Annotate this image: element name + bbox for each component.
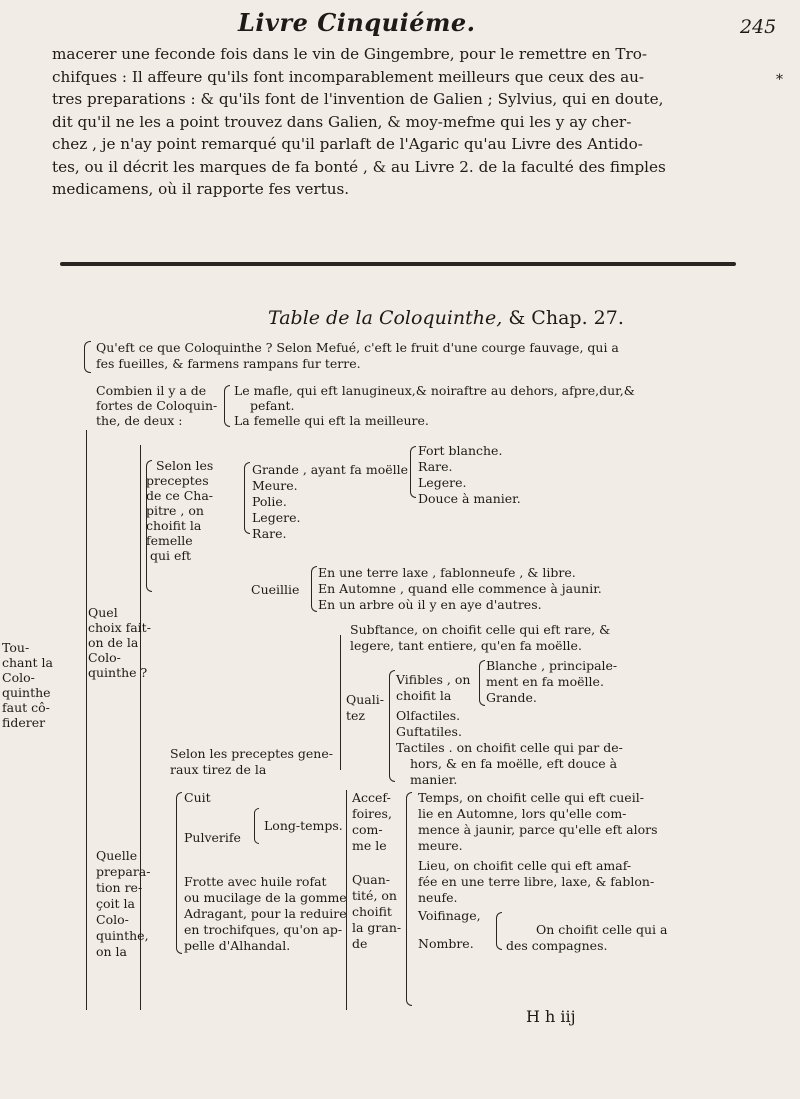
selon-generaux: raux tirez de la: [170, 762, 267, 777]
temps-line: lie en Automne, lors qu'elle com-: [418, 806, 627, 821]
quelle-prep: Colo-: [96, 912, 129, 927]
brace: [244, 462, 250, 534]
moelle-item: Legere.: [418, 475, 467, 490]
qualitez-item: hors, & en fa moëlle, eft douce à: [410, 756, 618, 771]
temps-line: mence à jaunir, parce qu'elle eft alors: [418, 822, 658, 837]
brace: [496, 912, 502, 950]
grande-item: Polie.: [252, 494, 287, 509]
pulverise-label: Pulverife: [184, 830, 241, 845]
lieu-line: fée en une terre libre, laxe, & fablon-: [418, 874, 655, 889]
running-head-title: Livre Cinquiéme.: [238, 8, 476, 37]
brace: [84, 341, 91, 373]
side-label: Colo-: [2, 670, 35, 685]
quantite-label: de: [352, 936, 368, 951]
moelle-item: Douce à manier.: [418, 491, 521, 506]
temps-line: meure.: [418, 838, 463, 853]
selon-preceptes: femelle: [146, 533, 193, 548]
moelle-item: Rare.: [418, 459, 453, 474]
selon-preceptes: Selon les: [156, 458, 214, 473]
table-rule: [86, 430, 87, 1010]
long-temps: Long-temps.: [264, 818, 343, 833]
substance-line: legere, tant entiere, qu'en fa moëlle.: [350, 638, 582, 653]
side-label: quinthe: [2, 685, 51, 700]
quel-choix: Colo-: [88, 650, 121, 665]
signature-mark: H h iij: [526, 1007, 576, 1026]
brace: [254, 808, 259, 844]
brace: [311, 566, 317, 612]
intro-line: tres preparations : & qu'ils font de l'invention de Galien ; Sylvius, qui en doute,: [52, 90, 664, 108]
frotte-line: Adragant, pour la reduire: [184, 906, 347, 921]
intro-line: dit qu'il ne les a point trouvez dans Galien, & moy-mefme qui les y ay cher-: [52, 112, 632, 131]
cuit-label: Cuit: [184, 790, 211, 805]
qualitez-item: Tactiles . on choifit celle qui par de-: [396, 740, 623, 755]
intro-line: chez , je n'ay point remarqué qu'il parlaft de l'Agaric qu'au Livre des Antido-: [52, 135, 643, 153]
frotte-line: ou mucilage de la gomme: [184, 890, 347, 905]
selon-generaux: Selon les preceptes gene-: [170, 746, 333, 761]
frotte-line: en trochifques, qu'on ap-: [184, 922, 343, 937]
intro-line: chifques : Il affeure qu'ils font incomparablement meilleurs que ceux des au-: [52, 67, 645, 86]
quantite-label: Quan-: [352, 872, 391, 887]
brace: [224, 385, 230, 427]
q2-left: Combien il y a de: [96, 383, 207, 398]
cueillie-label: Cueillie: [251, 582, 300, 597]
q2-right: pefant.: [250, 398, 295, 413]
selon-preceptes: pitre , on: [146, 503, 204, 518]
blanche-line: Blanche , principale-: [486, 658, 618, 673]
accessoires-label: com-: [352, 822, 383, 837]
side-label: chant la: [2, 655, 54, 670]
compagnes-line: On choifit celle qui a: [536, 922, 668, 937]
brace: [406, 792, 412, 1006]
table-rule: [140, 445, 141, 1010]
table-title-chapter: & Chap. 27.: [508, 307, 624, 329]
qualitez-label: tez: [346, 708, 366, 723]
intro-paragraph: [52, 43, 752, 201]
brace: [410, 446, 416, 498]
temps-line: Temps, on choifit celle qui eft cueil-: [418, 790, 644, 805]
qualitez-item: manier.: [410, 772, 458, 787]
side-label: Tou-: [2, 640, 30, 655]
lieu-line: neufe.: [418, 890, 458, 905]
intro-line: macerer une feconde fois dans le vin de Gingembre, pour le remettre en Tro-: [52, 45, 648, 63]
intro-line: tes, ou il décrit les marques de fa bonté , & au Livre 2. de la faculté des fimples: [52, 157, 666, 176]
side-label: faut cô-: [2, 700, 50, 715]
quantite-label: tité, on: [352, 888, 397, 903]
table-title-italic: Table de la Coloquinthe,: [268, 307, 503, 329]
visibles-line: choifit la: [396, 688, 452, 703]
quel-choix: choix fait-: [88, 620, 151, 635]
intro-line: medicamens, où il rapporte fes vertus.: [52, 180, 350, 198]
grande-item: Rare.: [252, 526, 287, 541]
blanche-line: Grande.: [486, 690, 537, 705]
grande-item: Meure.: [252, 478, 298, 493]
q2-right: Le mafle, qui eft lanugineux,& noiraftre au dehors, afpre,dur,&: [234, 383, 635, 398]
quelle-prep: çoit la: [96, 896, 135, 911]
accessoires-label: Accef-: [352, 790, 391, 805]
blanche-line: ment en fa moëlle.: [486, 674, 604, 689]
brace: [389, 670, 395, 782]
q1-line: Qu'eft ce que Coloquinthe ? Selon Mefué, c'eft le fruit d'une courge fauvage, qui a: [96, 340, 619, 355]
brace: [176, 792, 182, 954]
voisinage-label: Voifinage,: [418, 908, 481, 923]
compagnes-line: des compagnes.: [506, 938, 608, 953]
ornamental-rule: [60, 262, 736, 266]
visibles-line: Vifibles , on: [396, 672, 471, 687]
cueillie-item: En Automne , quand elle commence à jaunir.: [318, 581, 602, 596]
q2-left: the, de deux :: [96, 413, 183, 428]
quel-choix: quinthe ?: [88, 665, 148, 680]
quelle-prep: quinthe,: [96, 928, 149, 943]
nombre-label: Nombre.: [418, 936, 474, 951]
table-title: [268, 307, 624, 329]
accessoires-label: foires,: [352, 806, 392, 821]
side-label: fiderer: [2, 715, 46, 730]
q2-left: fortes de Coloquin-: [96, 398, 218, 413]
grande-item: Legere.: [252, 510, 301, 525]
moelle-item: Fort blanche.: [418, 443, 503, 458]
q2-right: La femelle qui eft la meilleure.: [234, 413, 429, 428]
grande-item: Grande , ayant fa moëlle: [252, 462, 409, 477]
q1-line: fes fueilles, & farmens rampans fur terre.: [96, 356, 361, 371]
qualitez-item: Guftatiles.: [396, 724, 462, 739]
accessoires-label: me le: [352, 838, 387, 853]
page-number: 245: [740, 16, 777, 38]
quelle-prep: on la: [96, 944, 127, 959]
lieu-line: Lieu, on choifit celle qui eft amaf-: [418, 858, 632, 873]
selon-preceptes: de ce Cha-: [146, 488, 214, 503]
qualitez-label: Quali-: [346, 692, 384, 707]
cueillie-item: En une terre laxe , fablonneufe , & libre.: [318, 565, 576, 580]
quantite-label: choifit: [352, 904, 392, 919]
selon-preceptes: qui eft: [150, 548, 192, 563]
quelle-prep: Quelle: [96, 848, 138, 863]
frotte-line: Frotte avec huile rofat: [184, 874, 327, 889]
quel-choix: Quel: [88, 605, 118, 620]
table-rule: [340, 635, 341, 770]
cueillie-item: En un arbre où il y en aye d'autres.: [318, 597, 542, 612]
margin-mark: *: [776, 72, 783, 88]
frotte-line: pelle d'Alhandal.: [184, 938, 291, 953]
brace: [479, 660, 485, 706]
quel-choix: on de la: [88, 635, 139, 650]
quantite-label: la gran-: [352, 920, 402, 935]
quelle-prep: tion re-: [96, 880, 143, 895]
selon-preceptes: choifit la: [146, 518, 202, 533]
quelle-prep: prepara-: [96, 864, 151, 879]
qualitez-item: Olfactiles.: [396, 708, 461, 723]
selon-preceptes: preceptes: [146, 473, 209, 488]
substance-line: Subftance, on choifit celle qui eft rare, &: [350, 622, 611, 637]
